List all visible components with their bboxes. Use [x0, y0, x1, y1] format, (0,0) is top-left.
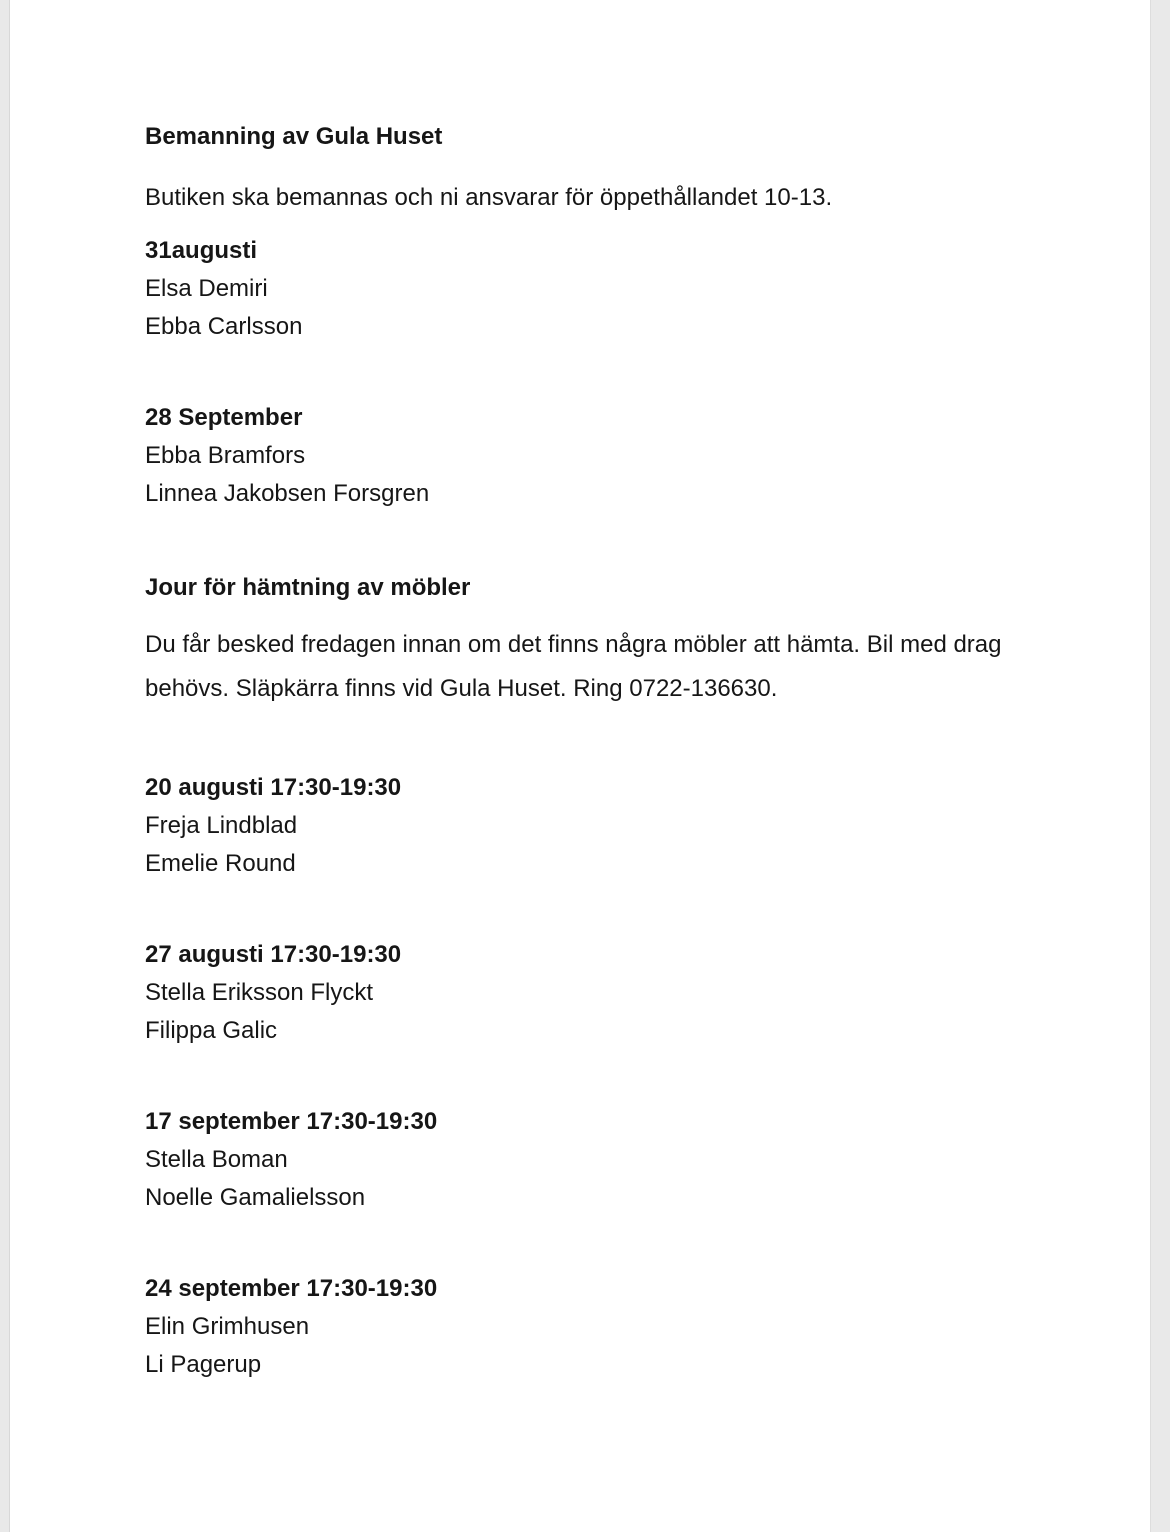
jour-paragraph: Du får besked fredagen innan om det finns några möbler att hämta. Bil med drag behövs. Släpkärra finns vid Gula Huset. Ring 0722-136630.	[145, 631, 1002, 702]
group-date-title: 31augusti	[145, 237, 258, 264]
schedule-group-20-augusti	[145, 769, 1025, 883]
page-right-gutter	[1150, 0, 1170, 1532]
group-date-title: 24 september 17:30-19:30	[145, 1275, 438, 1302]
person-name: Elin Grimhusen	[145, 1313, 310, 1340]
person-name: Stella Boman	[145, 1146, 288, 1173]
group-date-title: 28 September	[145, 404, 303, 431]
person-name: Noelle Gamalielsson	[145, 1184, 366, 1211]
person-name: Filippa Galic	[145, 1017, 278, 1044]
person-name: Ebba Bramfors	[145, 442, 306, 469]
jour-section-title: Jour för hämtning av möbler	[145, 574, 471, 601]
person-name: Linnea Jakobsen Forsgren	[145, 480, 430, 507]
intro-paragraph: Butiken ska bemannas och ni ansvarar för öppethållandet 10-13.	[145, 184, 833, 211]
person-name: Elsa Demiri	[145, 275, 268, 302]
group-date-title: 27 augusti 17:30-19:30	[145, 941, 402, 968]
person-name: Stella Eriksson Flyckt	[145, 979, 374, 1006]
page-left-gutter	[0, 0, 10, 1532]
schedule-group-27-augusti	[145, 936, 1025, 1050]
group-date-title: 17 september 17:30-19:30	[145, 1108, 438, 1135]
person-name: Ebba Carlsson	[145, 313, 303, 340]
schedule-group-28-september	[145, 399, 1025, 513]
group-date-title: 20 augusti 17:30-19:30	[145, 774, 402, 801]
person-name: Li Pagerup	[145, 1351, 262, 1378]
person-name: Freja Lindblad	[145, 812, 298, 839]
schedule-group-31-augusti	[145, 232, 1025, 346]
schedule-group-24-september	[145, 1270, 1025, 1384]
doc-title: Bemanning av Gula Huset	[145, 123, 443, 150]
person-name: Emelie Round	[145, 850, 296, 877]
schedule-group-17-september	[145, 1103, 1025, 1217]
